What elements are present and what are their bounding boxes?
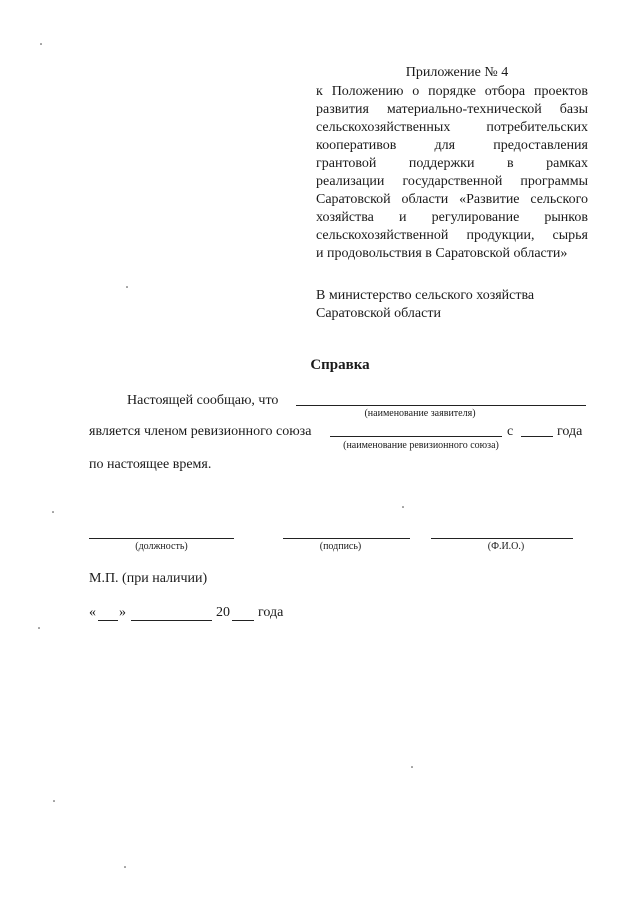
scan-speck bbox=[124, 866, 126, 868]
recipient-line: В министерство сельского хозяйства bbox=[316, 288, 535, 303]
full-name-field[interactable] bbox=[431, 538, 573, 539]
date-year-field[interactable] bbox=[232, 620, 254, 621]
date-month-field[interactable] bbox=[131, 620, 212, 621]
scan-speck bbox=[52, 511, 54, 513]
date-open-quote: « bbox=[89, 605, 96, 620]
scan-speck bbox=[40, 43, 42, 45]
date-suffix: года bbox=[258, 605, 284, 620]
scan-speck bbox=[53, 800, 55, 802]
since-year-field[interactable] bbox=[521, 436, 553, 437]
annex-line: сельскохозяйственной продукции, сырья bbox=[316, 228, 588, 243]
audit-union-caption: (наименование ревизионного союза) bbox=[343, 440, 499, 451]
annex-line: к Положению о порядке отбора проектов bbox=[316, 84, 588, 99]
date-day-field[interactable] bbox=[98, 620, 118, 621]
applicant-name-field[interactable] bbox=[296, 405, 586, 406]
scan-speck bbox=[126, 286, 128, 288]
annex-line: грантовой поддержки в рамках bbox=[316, 156, 588, 171]
body-line-2: является членом ревизионного союза bbox=[89, 424, 312, 439]
annex-block bbox=[316, 64, 588, 263]
date-close-quote: » bbox=[119, 605, 126, 620]
date-year-prefix: 20 bbox=[216, 605, 230, 620]
recipient-block bbox=[316, 287, 588, 323]
annex-line: сельскохозяйственных потребительских bbox=[316, 120, 588, 135]
year-label: года bbox=[557, 424, 583, 439]
since-label: с bbox=[507, 424, 514, 439]
annex-line: и продовольствия в Саратовской области» bbox=[316, 246, 568, 261]
audit-union-field[interactable] bbox=[330, 436, 502, 437]
full-name-caption: (Ф.И.О.) bbox=[487, 541, 525, 552]
signature-caption: (подпись) bbox=[319, 541, 362, 552]
annex-line: развития материально-технической базы bbox=[316, 102, 588, 117]
stamp-label: М.П. (при наличии) bbox=[89, 571, 208, 586]
signature-field[interactable] bbox=[283, 538, 410, 539]
scan-speck bbox=[38, 627, 40, 629]
annex-line: хозяйства и регулирование рынков bbox=[316, 210, 588, 225]
scan-speck bbox=[411, 766, 413, 768]
applicant-name-caption: (наименование заявителя) bbox=[364, 408, 476, 419]
annex-line: реализации государственной программы bbox=[316, 174, 588, 189]
body-line-3: по настоящее время. bbox=[89, 457, 212, 472]
scan-speck bbox=[402, 506, 404, 508]
position-caption: (должность) bbox=[135, 541, 188, 552]
annex-title: Приложение № 4 bbox=[405, 65, 509, 80]
document-title: Справка bbox=[310, 357, 370, 373]
annex-line: кооперативов для предоставления bbox=[316, 138, 588, 153]
annex-line: Саратовской области «Развитие сельского bbox=[316, 192, 588, 207]
recipient-line: Саратовской области bbox=[316, 306, 441, 321]
body-line-1: Настоящей сообщаю, что bbox=[127, 393, 279, 408]
position-field[interactable] bbox=[89, 538, 234, 539]
